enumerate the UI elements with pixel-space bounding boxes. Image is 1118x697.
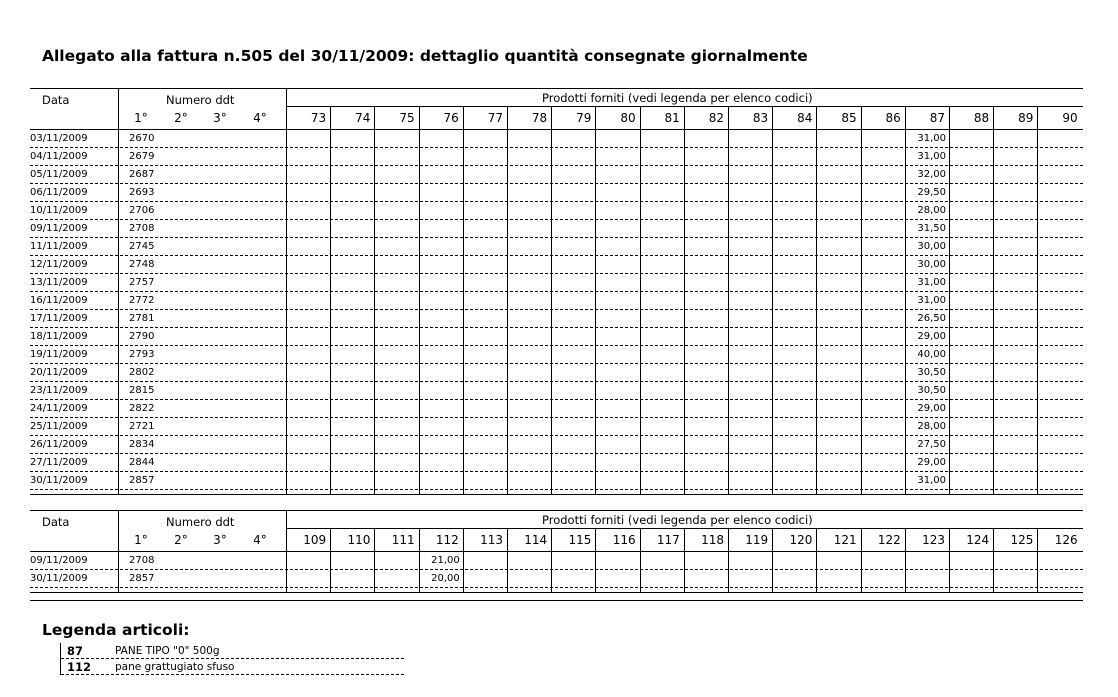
product-code-header: 89 (1018, 111, 1034, 125)
product-code-header: 80 (620, 111, 636, 125)
product-code-header: 118 (701, 533, 724, 547)
column-divider (728, 552, 729, 592)
products-column-header: Prodotti forniti (vedi legenda per elenco codici) (542, 513, 813, 527)
table-row (30, 274, 1083, 292)
delivery-table-1 (30, 88, 1083, 495)
product-code-header: 76 (443, 111, 459, 125)
column-divider (640, 552, 641, 592)
column-divider (949, 552, 950, 592)
row-ddt-number: 2802 (129, 367, 155, 378)
row-quantity: 27,50 (917, 439, 946, 450)
column-divider (118, 552, 119, 592)
column-divider (905, 552, 906, 592)
row-date: 30/11/2009 (30, 475, 88, 486)
row-quantity: 40,00 (917, 349, 946, 360)
row-ddt-number: 2679 (129, 151, 155, 162)
column-divider (286, 130, 287, 494)
row-ddt-number: 2693 (129, 187, 155, 198)
column-divider (861, 130, 862, 494)
ddt-ordinal-header: 1° (134, 533, 148, 547)
product-code-header: 111 (391, 533, 415, 547)
row-quantity: 31,00 (917, 475, 946, 486)
row-ddt-number: 2772 (129, 295, 155, 306)
table-row (30, 382, 1083, 400)
table-row (30, 202, 1083, 220)
row-date: 03/11/2009 (30, 133, 88, 144)
column-divider (374, 552, 375, 592)
row-date: 18/11/2009 (30, 331, 88, 342)
row-quantity: 31,00 (917, 151, 946, 162)
product-code-header: 125 (1010, 533, 1034, 547)
product-code-header: 124 (966, 533, 990, 547)
product-code-header: 84 (797, 111, 813, 125)
product-code-header: 82 (708, 111, 724, 125)
column-divider (772, 552, 773, 592)
row-quantity: 32,00 (917, 169, 946, 180)
row-date: 06/11/2009 (30, 187, 88, 198)
row-quantity: 29,00 (917, 457, 946, 468)
row-date: 11/11/2009 (30, 241, 88, 252)
ddt-ordinal-header: 2° (174, 533, 188, 547)
row-quantity: 31,50 (917, 223, 946, 234)
column-divider (118, 130, 119, 494)
product-code-header: 113 (480, 533, 503, 547)
column-divider (772, 130, 773, 494)
ddt-ordinal-header: 4° (253, 533, 267, 547)
product-code-header: 109 (303, 533, 327, 547)
row-quantity: 29,00 (917, 403, 946, 414)
column-divider (507, 130, 508, 494)
ddt-column-header: Numero ddt (166, 93, 235, 107)
product-code-header: 126 (1054, 533, 1078, 547)
data-column-header: Data (42, 93, 70, 107)
table-body (30, 130, 1083, 495)
row-ddt-number: 2857 (129, 475, 155, 486)
ddt-ordinal-header: 3° (213, 533, 227, 547)
table-row (30, 166, 1083, 184)
row-date: 19/11/2009 (30, 349, 88, 360)
ddt-column-header: Numero ddt (166, 515, 235, 529)
ddt-ordinal-header: 3° (213, 111, 227, 125)
row-date: 13/11/2009 (30, 277, 88, 288)
column-divider (728, 130, 729, 494)
row-quantity: 30,50 (917, 385, 946, 396)
product-code-header: 120 (789, 533, 813, 547)
row-quantity: 30,00 (917, 259, 946, 270)
page-title: Allegato alla fattura n.505 del 30/11/2009: dettaglio quantità consegnate giornalmente (42, 47, 808, 65)
header-divider (118, 89, 119, 129)
product-code-header: 116 (612, 533, 636, 547)
column-divider (463, 552, 464, 592)
row-ddt-number: 2781 (129, 313, 155, 324)
column-divider (993, 552, 994, 592)
column-divider (507, 552, 508, 592)
row-ddt-number: 2706 (129, 205, 155, 216)
row-ddt-number: 2721 (129, 421, 155, 432)
row-date: 30/11/2009 (30, 573, 88, 584)
row-quantity: 20,00 (431, 573, 460, 584)
product-code-header: 112 (435, 533, 459, 547)
column-divider (419, 552, 420, 592)
row-ddt-number: 2790 (129, 331, 155, 342)
table-row (30, 472, 1083, 490)
legend-item (61, 643, 404, 659)
product-code-header: 74 (355, 111, 371, 125)
row-ddt-number: 2748 (129, 259, 155, 270)
column-divider (286, 552, 287, 592)
product-code-header: 122 (877, 533, 901, 547)
row-date: 23/11/2009 (30, 385, 88, 396)
row-quantity: 26,50 (917, 313, 946, 324)
header-divider (286, 528, 1083, 529)
legend-description: pane grattugiato sfuso (115, 661, 235, 673)
table-row (30, 256, 1083, 274)
product-code-header: 87 (929, 111, 945, 125)
product-code-header: 114 (524, 533, 548, 547)
column-divider (1037, 130, 1038, 494)
table-row (30, 328, 1083, 346)
product-code-header: 73 (310, 111, 327, 125)
column-divider (816, 552, 817, 592)
column-divider (463, 130, 464, 494)
product-code-header: 77 (487, 111, 503, 125)
column-divider (330, 552, 331, 592)
table-row (30, 400, 1083, 418)
column-divider (595, 552, 596, 592)
table-row (30, 570, 1083, 588)
row-date: 09/11/2009 (30, 555, 88, 566)
column-divider (1037, 552, 1038, 592)
table-row (30, 310, 1083, 328)
column-divider (993, 130, 994, 494)
column-divider (595, 130, 596, 494)
table-row (30, 292, 1083, 310)
row-quantity: 28,00 (917, 205, 946, 216)
row-date: 09/11/2009 (30, 223, 88, 234)
product-code-header: 75 (399, 111, 415, 125)
column-divider (419, 130, 420, 494)
row-quantity: 28,00 (917, 421, 946, 432)
row-quantity: 31,00 (917, 277, 946, 288)
row-ddt-number: 2670 (129, 133, 155, 144)
legend-list (60, 643, 404, 675)
product-code-header: 110 (347, 533, 371, 547)
product-code-header: 88 (973, 111, 990, 125)
legend-title: Legenda articoli: (42, 621, 190, 639)
column-divider (949, 130, 950, 494)
section-divider (30, 600, 1083, 601)
row-ddt-number: 2793 (129, 349, 155, 360)
row-ddt-number: 2834 (129, 439, 155, 450)
products-column-header: Prodotti forniti (vedi legenda per elenco codici) (542, 91, 813, 105)
legend-code: 112 (67, 660, 92, 674)
table-row (30, 436, 1083, 454)
row-quantity: 30,00 (917, 241, 946, 252)
product-code-header: 86 (885, 111, 901, 125)
legend-description: PANE TIPO "0" 500g (115, 645, 220, 657)
column-divider (905, 130, 906, 494)
table-row (30, 552, 1083, 570)
row-date: 27/11/2009 (30, 457, 88, 468)
row-date: 25/11/2009 (30, 421, 88, 432)
row-quantity: 31,00 (917, 133, 946, 144)
row-ddt-number: 2844 (129, 457, 155, 468)
table-row (30, 364, 1083, 382)
column-divider (330, 130, 331, 494)
row-ddt-number: 2708 (129, 555, 155, 566)
header-divider (286, 106, 1083, 107)
row-ddt-number: 2708 (129, 223, 155, 234)
ddt-ordinal-header: 2° (174, 111, 188, 125)
row-ddt-number: 2745 (129, 241, 155, 252)
product-code-header: 117 (656, 533, 680, 547)
column-divider (374, 130, 375, 494)
row-date: 20/11/2009 (30, 367, 88, 378)
row-ddt-number: 2815 (129, 385, 155, 396)
row-date: 10/11/2009 (30, 205, 88, 216)
ddt-ordinal-header: 4° (253, 111, 267, 125)
product-code-header: 123 (922, 533, 945, 547)
table-header (30, 88, 1083, 130)
table-row (30, 184, 1083, 202)
row-ddt-number: 2857 (129, 573, 155, 584)
product-code-header: 78 (531, 111, 548, 125)
table-row (30, 220, 1083, 238)
row-quantity: 31,00 (917, 295, 946, 306)
header-divider (118, 511, 119, 551)
legend-code: 87 (67, 644, 84, 658)
row-date: 24/11/2009 (30, 403, 88, 414)
table-row (30, 238, 1083, 256)
legend-item (61, 659, 404, 675)
column-divider (684, 130, 685, 494)
ddt-ordinal-header: 1° (134, 111, 148, 125)
row-date: 05/11/2009 (30, 169, 88, 180)
product-code-header: 79 (576, 111, 592, 125)
column-divider (861, 552, 862, 592)
row-ddt-number: 2757 (129, 277, 155, 288)
column-divider (684, 552, 685, 592)
column-divider (551, 552, 552, 592)
row-quantity: 29,00 (917, 331, 946, 342)
table-row (30, 130, 1083, 148)
delivery-table-2 (30, 510, 1083, 593)
table-row (30, 454, 1083, 472)
row-ddt-number: 2822 (129, 403, 155, 414)
product-code-header: 85 (841, 111, 857, 125)
data-column-header: Data (42, 515, 70, 529)
row-date: 04/11/2009 (30, 151, 88, 162)
table-body (30, 552, 1083, 593)
row-date: 26/11/2009 (30, 439, 88, 450)
row-ddt-number: 2687 (129, 169, 155, 180)
table-row (30, 346, 1083, 364)
row-quantity: 29,50 (917, 187, 946, 198)
product-code-header: 90 (1062, 111, 1078, 125)
table-header (30, 510, 1083, 552)
product-code-header: 119 (745, 533, 769, 547)
product-code-header: 83 (752, 111, 769, 125)
column-divider (816, 130, 817, 494)
product-code-header: 115 (568, 533, 592, 547)
product-code-header: 121 (833, 533, 857, 547)
table-row (30, 148, 1083, 166)
row-quantity: 30,50 (917, 367, 946, 378)
column-divider (551, 130, 552, 494)
row-quantity: 21,00 (431, 555, 460, 566)
table-row (30, 418, 1083, 436)
product-code-header: 81 (664, 111, 680, 125)
row-date: 16/11/2009 (30, 295, 88, 306)
row-date: 17/11/2009 (30, 313, 88, 324)
row-date: 12/11/2009 (30, 259, 88, 270)
column-divider (640, 130, 641, 494)
